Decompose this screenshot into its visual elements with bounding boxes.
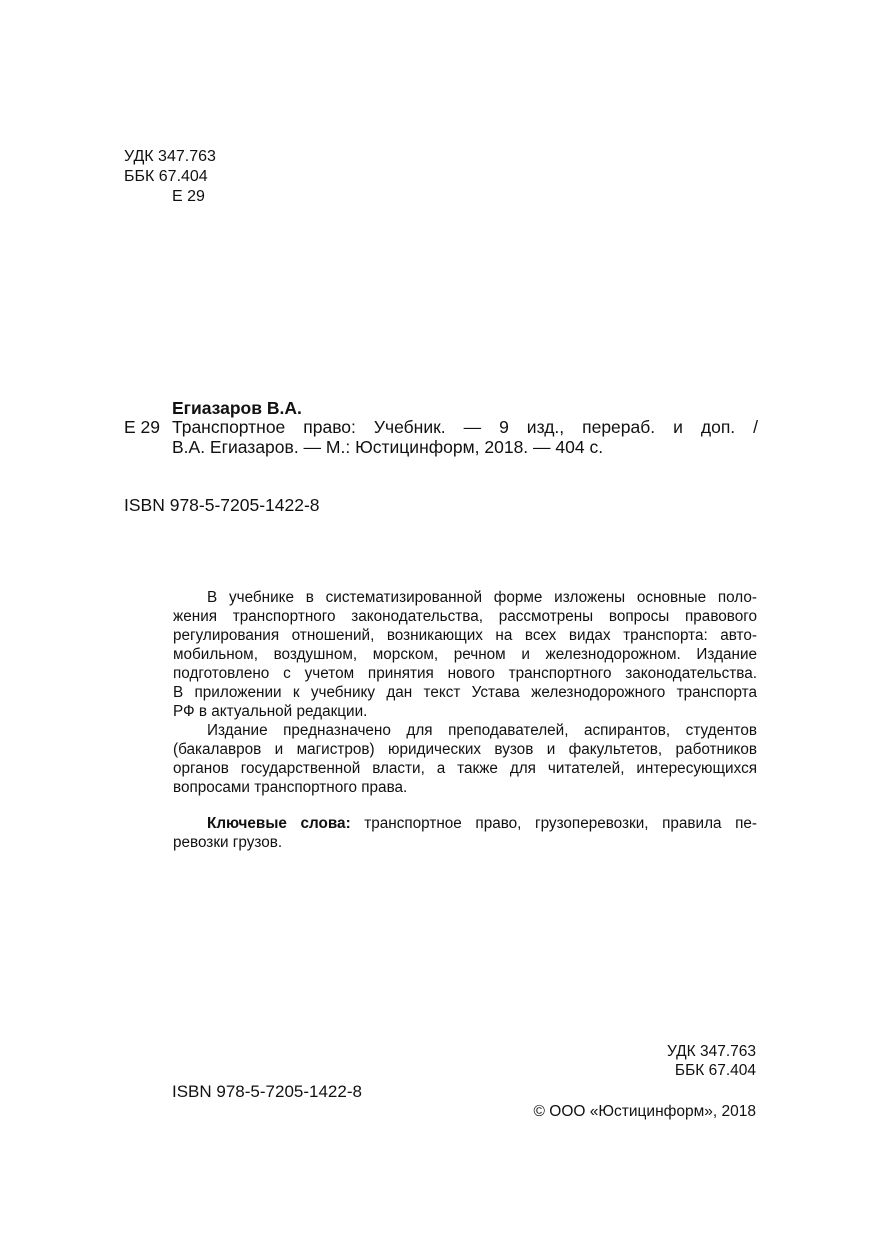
annotation-line: В приложении к учебнику дан текст Устава железнодорожного транспорта [173, 684, 757, 701]
annotation-line: регулирования отношений, возникающих на всех видах транспорта: авто- [173, 627, 757, 644]
title-line-2: В.А. Егиазаров. — М.: Юстицинформ, 2018. — 404 с. [172, 437, 604, 457]
annotation-line: жения транспортного законодательства, рассмотрены вопросы правового [173, 608, 757, 625]
annotation-line: вопросами транспортного права. [173, 779, 408, 796]
annotation-line: Издание предназначено для преподавателей, аспирантов, студентов [207, 722, 757, 739]
keywords-block [173, 814, 757, 852]
bbk-code-bottom: ББК 67.404 [674, 1062, 756, 1079]
title-line-1-text: Транспортное право: Учебник. — 9 изд., перераб. и доп. / [172, 417, 758, 437]
annotation-line: (бакалавров и магистров) юридических вузов и факультетов, работников [173, 741, 757, 758]
keywords-label: Ключевые слова: [207, 815, 351, 832]
annotation-line: органов государственной власти, а также для читателей, интересующихся [173, 760, 757, 777]
author-mark: Е 29 [124, 417, 160, 437]
annotation-paragraph-1 [173, 588, 757, 721]
copyright-notice: © ООО «Юстицинформ», 2018 [533, 1103, 756, 1120]
keywords-text-1: транспортное право, грузоперевозки, правила пе- [364, 815, 757, 832]
keywords-line-2: ревозки грузов. [173, 834, 283, 851]
keywords-line-1 [173, 814, 757, 833]
author-name: Егиазаров В.А. [172, 398, 302, 418]
title-line-1 [172, 416, 758, 438]
annotation-line: В учебнике в систематизированной форме изложены основные поло- [207, 589, 757, 606]
udk-code-top: УДК 347.763 [124, 148, 216, 165]
annotation-paragraph-2 [173, 721, 757, 797]
annotation-line: мобильном, воздушном, морском, речном и железнодорожном. Издание [173, 646, 757, 663]
udk-code-bottom: УДК 347.763 [666, 1043, 756, 1060]
isbn-top: ISBN 978-5-7205-1422-8 [124, 495, 320, 515]
annotation-line: РФ в актуальной редакции. [173, 703, 368, 720]
isbn-bottom: ISBN 978-5-7205-1422-8 [172, 1082, 362, 1101]
author-mark-top: Е 29 [172, 188, 205, 205]
bbk-code-top: ББК 67.404 [124, 168, 208, 185]
annotation-line: подготовлено с учетом принятия нового транспортного законодательства. [173, 665, 757, 682]
